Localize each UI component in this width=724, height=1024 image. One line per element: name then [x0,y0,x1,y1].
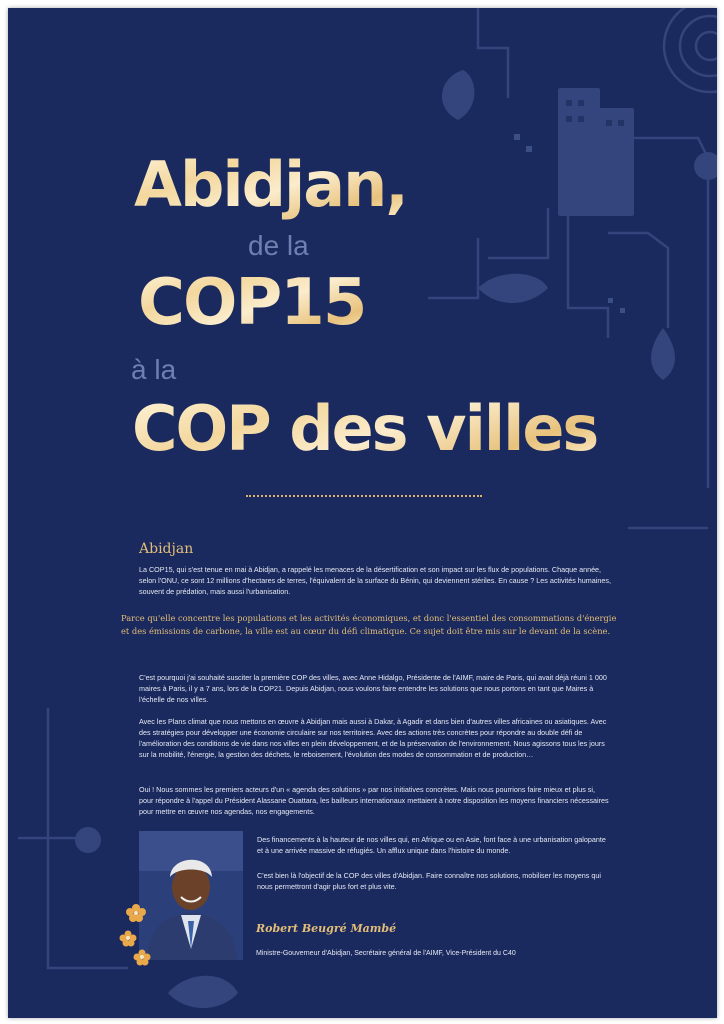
paragraph-1: La COP15, qui s'est tenue en mai à Abidjan, a rappelé les menaces de la désertification et son impact sur les flux de populations. Chaque année, selon l'ONU, ce sont 12 millions d'hectares de terres, l'équivalent de la surface du Bénin, qui deviennent stériles. En cause ? Les activités humaines, souvent de prédation, mais aussi l'urbanisation. [139,565,611,596]
page [8,8,717,1018]
title-abidjan: Abidjan, [134,148,407,221]
signature: Robert Beugré Mambé [256,922,397,935]
paragraph-2: C'est pourquoi j'ai souhaité susciter la première COP des villes, avec Anne Hidalgo, Présidente de l'AIMF, maire de Paris, qui avait déjà réuni 1 000 maires à Paris, il y a 7 ans, lors de la COP21. Depuis Abidjan, nous voulons faire entendre les solutions que nous portons en tant que Maires à l'échelle de nos villes. [139,673,607,704]
pull-quote: Parce qu'elle concentre les populations et les activités économiques, et donc l'essentiel des consommations d'énergie et des émissions de carbone, la ville est au cœur du défi climatique. Ce sujet doit être mis sur le devant de la scène. [121,613,617,636]
section-heading: Abidjan [139,541,194,557]
dotted-divider [246,495,482,497]
title-cop-des-villes: COP des villes [132,392,598,465]
paragraph-3: Avec les Plans climat que nous mettons en œuvre à Abidjan mais aussi à Dakar, à Agadir et dans bien d'autres villes africaines ou asiatiques. Avec des stratégies pour développer une économie circulaire sur nos territoires. Avec des actions très concrètes pour répondre au double défi de l'amélioration des conditions de vie dans nos villes en plein développement, et de la préservation de l'environnement. Nous agissons tous les jours sur la mobilité, l'énergie, la gestion des déchets, le reboisement, l'évolution des modes de consommation et de production… [139,717,607,759]
title-a-la: à la [131,354,177,385]
title-cop15: COP15 [138,266,366,340]
paragraph-6: C'est bien là l'objectif de la COP des villes d'Abidjan. Faire connaître nos solutions, mobiliser les moyens qui nous permettront d'agir plus fort et plus vite. [257,871,601,891]
title-de-la: de la [248,230,309,261]
paragraph-5: Des financements à la hauteur de nos villes qui, en Afrique ou en Asie, font face à une urbanisation galopante et à une arrivée massive de réfugiés. Un afflux unique dans l'histoire du monde. [257,835,606,855]
flower-icon [116,898,156,968]
paragraph-4: Oui ! Nous sommes les premiers acteurs d'un « agenda des solutions » par nos initiatives concrètes. Mais nous pourrions faire mieux et plus si, pour répondre à l'appel du Président Alassane Ouattara, les bailleurs internationaux mettaient à notre disposition les moyens financiers nécessaires pour mettre en œuvre nos agendas, nos engagements. [139,785,609,816]
signature-caption: Ministre-Gouverneur d'Abidjan, Secrétaire général de l'AIMF, Vice-Président du C40 [256,950,516,957]
